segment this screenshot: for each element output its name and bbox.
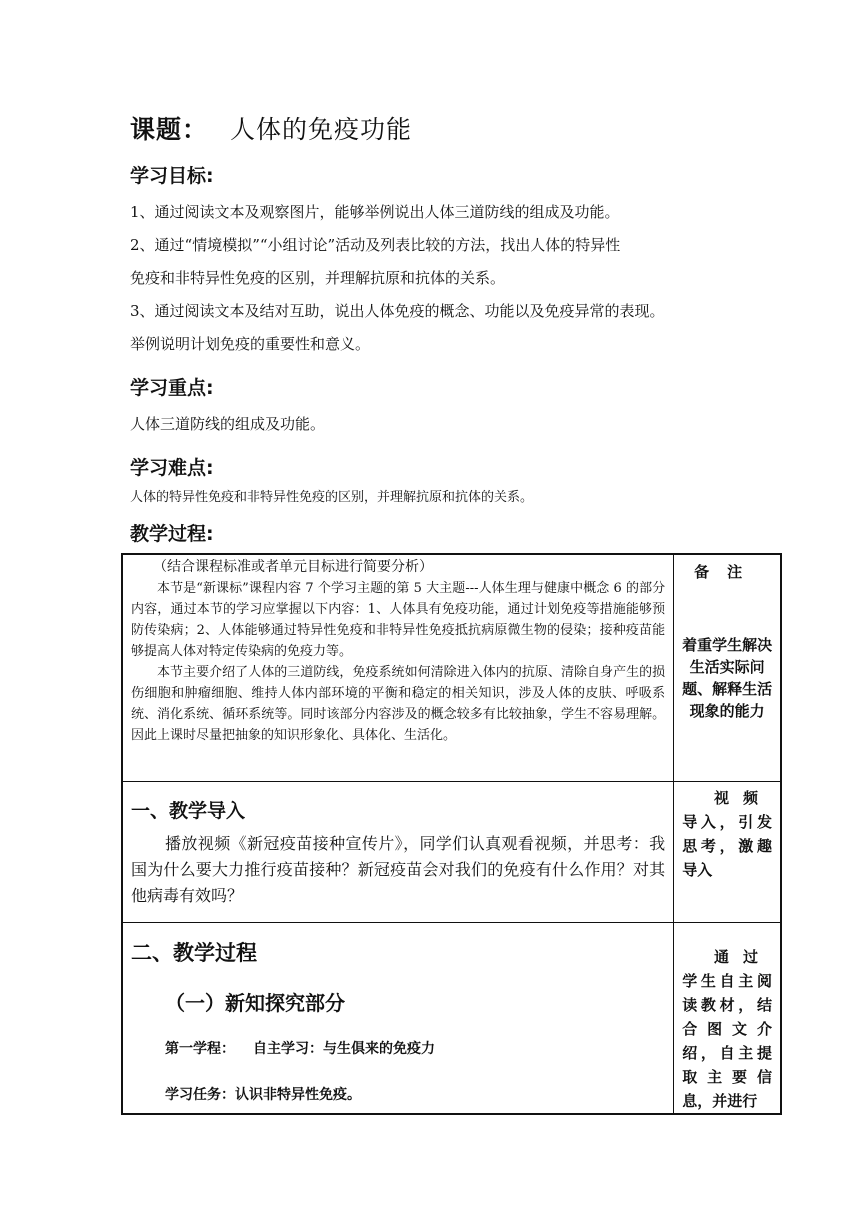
intro-row — [122, 782, 781, 923]
intro-note-cell — [674, 782, 781, 923]
section-heading: 二、教学过程 — [131, 941, 257, 965]
key-point-heading: 学习重点: — [130, 377, 214, 399]
difficulty-text: 人体的特异性免疫和非特异性免疫的区别，并理解抗原和抗体的关系。 — [130, 490, 534, 505]
analysis-head: （结合课程标准或者单元目标进行简要分析） — [153, 559, 433, 575]
intro-note-first: 视频 — [713, 789, 772, 807]
intro-text: 播放视频《新冠疫苗接种宣传片》，同学们认真观看视频，并思考：我国为什么要大力推行疫苗接种？新冠疫苗会对我们的免疫有什么作用？对其他病毒有效吗？ — [131, 834, 666, 905]
task-line: 学习任务：认识非特异性免疫。 — [165, 1087, 361, 1103]
process-cell — [122, 923, 674, 1115]
title-label: 课题： — [130, 115, 209, 144]
step-text: 自主学习：与生俱来的免疫力 — [253, 1041, 435, 1057]
intro-note — [674, 782, 780, 882]
objective-line: 1、通过阅读文本及观察图片，能够举例说出人体三道防线的组成及功能。 — [130, 203, 620, 221]
note-cell — [674, 554, 781, 782]
objective-line: 免疫和非特异性免疫的区别，并理解抗原和抗体的关系。 — [130, 269, 506, 287]
analysis-cell — [122, 554, 674, 782]
intro-note-rest: 导入，引发思考，激趣导入 — [682, 813, 772, 879]
analysis-paragraph: 本节主要介绍了人体的三道防线，免疫系统如何清除进入体内的抗原、清除自身产生的损伤细胞和肿瘤细胞、维持人体内部环境的平衡和稳定的相关知识，涉及人体的皮肤、呼吸系统、消化系统、循环系统等。同时该部分内容涉及的概念较多有比较抽象，学生不容易理解。因此上课时尽量把抽象的知识形象化、具体化、生活化。 — [131, 665, 666, 743]
objective-line: 3、通过阅读文本及结对互助，说出人体免疫的概念、功能以及免疫异常的表现。 — [130, 302, 665, 320]
objective-line: 2、通过“情境模拟”“小组讨论”活动及列表比较的方法，找出人体的特异性 — [130, 236, 621, 254]
note-heading: 备注 — [694, 563, 761, 581]
analysis-row — [122, 554, 781, 782]
process-note-rest: 学生自主阅读教材，结合图文介绍，自主提取主要信息，并进行 — [682, 972, 772, 1110]
subsection-heading: （一）新知探究部分 — [165, 991, 345, 1015]
section-heading: 一、教学导入 — [131, 800, 246, 822]
process-note-first: 通过 — [713, 948, 772, 966]
analysis-paragraph: 本节是“新课标”课程内容 7 个学习主题的第 5 大主题---人体生理与健康中概念 6 的部分内容，通过本节的学习应掌握以下内容：1、人体具有免疫功能，通过计划免疫等措施能够预防传染病；2、人体能够通过特异性免疫和非特异性免疫抵抗病原微生物的侵染；接种疫苗能够提高人体对特定传染病的免疫力等。 — [131, 581, 666, 659]
process-row — [122, 923, 781, 1115]
objective-line: 举例说明计划免疫的重要性和意义。 — [130, 335, 371, 353]
step-label: 第一学程： — [165, 1041, 235, 1057]
key-point-text: 人体三道防线的组成及功能。 — [130, 415, 326, 433]
step-line — [123, 1016, 673, 1058]
note-text: 着重学生解决生活实际问题、解释生活现象的能力 — [682, 636, 773, 720]
intro-cell — [122, 782, 674, 923]
lesson-title — [130, 110, 412, 146]
difficulty-heading: 学习难点: — [130, 457, 214, 479]
teaching-process-table — [121, 553, 782, 1115]
title-value: 人体的免疫功能 — [230, 115, 413, 144]
objectives-heading: 学习目标: — [130, 165, 214, 187]
process-note — [674, 923, 780, 1113]
process-note-cell — [674, 923, 781, 1115]
process-heading: 教学过程: — [130, 523, 214, 545]
